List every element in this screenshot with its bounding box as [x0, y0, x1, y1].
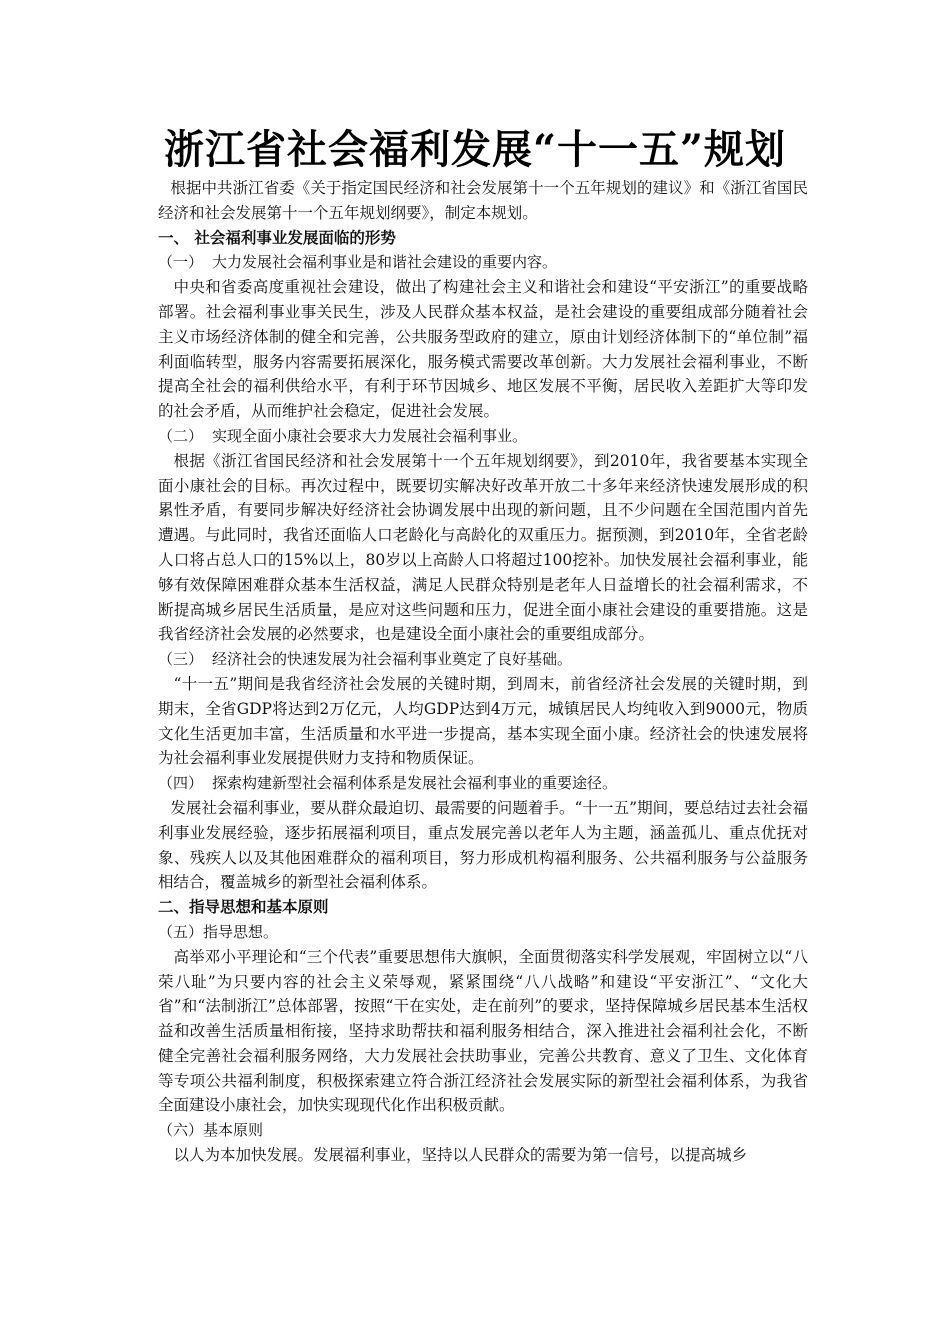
subsection-heading-6: （六）基本原则 — [158, 1121, 264, 1140]
body-paragraph-2: 根据《浙江省国民经济和社会发展第十一个五年规划纲要》，到2010年，我省要基本实现全面小康社会的目标。再次过程中，既要切实解决好改革开放二十多年来经济快速发展形成的积累性矛盾，有要同步解决好经济社会协调发展中出现的新问题，且不少问题在全国范围内首先遭遇。与此同时，我省还面临人口老龄化与高龄化的双重压力。据预测，到2010年，全省老龄人口将占总人口的15%以上，80岁以上高龄人口将超过100挖补。加快发展社会福利事业，能够有效保障困难群众基本生活权益，满足人民群众特别是老年人日益增长的社会福利需求，不断提高城乡居民生活质量，是应对这些问题和压力，促进全面小康社会建设的重要措施。这是我省经济社会发展的必然要求，也是建设全面小康社会的重要组成部分。 — [158, 451, 808, 644]
subsection-heading-5: （五）指导思想。 — [158, 922, 279, 941]
document-title: 浙江省社会福利发展“十一五”规划 — [163, 126, 786, 173]
body-paragraph-3: “十一五”期间是我省经济社会发展的关键时期，到周末，前省经济社会发展的关键时期，到期末，全省GDP将达到2万亿元，人均GDP达到4万元，城镇居民人均纯收入到9000元，物质文化生活更加丰富，生活质量和水平进一步提高，基本实现全面小康。经济社会的快速发展将为社会福利事业发展提供财力支持和物质保证。 — [158, 674, 808, 768]
body-paragraph-6: 以人为本加快发展。发展福利事业，坚持以人民群众的需要为第一信号，以提高城乡 — [173, 1146, 748, 1165]
body-paragraph-1: 中央和省委高度重视社会建设，做出了构建社会主义和谐社会和建设“平安浙江”的重要战略部署。社会福利事业事关民生，涉及人民群众基本权益，是社会建设的重要组成部分随着社会主义市场经济体制的健全和完善，公共服务型政府的建立，原由计划经济体制下的“单位制”福利面临转型，服务内容需要拓展深化，服务模式需要改革创新。大力发展社会福利事业，不断提高全社会的福利供给水平，有利于环节因城乡、地区发展不平衡，居民收入差距扩大等印发的社会矛盾，从而维护社会稳定，促进社会发展。 — [158, 278, 808, 421]
subsection-heading-1: （一） 大力发展社会福利事业是和谐社会建设的重要内容。 — [158, 253, 558, 272]
subsection-heading-4: （四） 探索构建新型社会福利体系是发展社会福利事业的重要途径。 — [158, 774, 618, 793]
section-heading-1: 一、 社会福利事业发展面临的形势 — [158, 228, 396, 247]
body-paragraph-5: 高举邓小平理论和“三个代表”重要思想伟大旗帜，全面贯彻落实科学发展观，牢固树立以“八荣八耻”为只要内容的社会主义荣辱观，紧紧围绕“八八战略”和建设“平安浙江”、“文化大省”和“法制浙江”总体部署，按照“干在实处，走在前列”的要求，坚持保障城乡居民基本生活权益和改善生活质量相衔接，坚持求助帮扶和福利服务相结合，深入推进社会福利社会化，不断健全完善社会福利服务网络，大力发展社会扶助事业，完善公共教育、意义了卫生、文化体育等专项公共福利制度，积极探索建立符合浙江经济社会发展实际的新型社会福利体系，为我省全面建设小康社会，加快实现现代化作出积极贡献。 — [158, 947, 808, 1115]
intro-paragraph: 根据中共浙江省委《关于指定国民经济和社会发展第十一个五年规划的建议》和《浙江省国民经济和社会发展第十一个五年规划纲要》，制定本规划。 — [158, 179, 808, 222]
body-paragraph-4: 发展社会福利事业，要从群众最迫切、最需要的问题着手。“十一五”期间，要总结过去社会福利事业发展经验，逐步拓展福利项目，重点发展完善以老年人为主题，涵盖孤儿、重点优抚对象、残疾人以及其他困难群众的福利项目，努力形成机构福利服务、公共福利服务与公益服务相结合，覆盖城乡的新型社会福利体系。 — [158, 798, 808, 892]
subsection-heading-3: （三） 经济社会的快速发展为社会福利事业奠定了良好基础。 — [158, 650, 573, 669]
section-heading-2: 二、指导思想和基本原则 — [158, 898, 329, 917]
document-body — [158, 176, 808, 1168]
subsection-heading-2: （二） 实现全面小康社会要求大力发展社会福利事业。 — [158, 426, 528, 445]
